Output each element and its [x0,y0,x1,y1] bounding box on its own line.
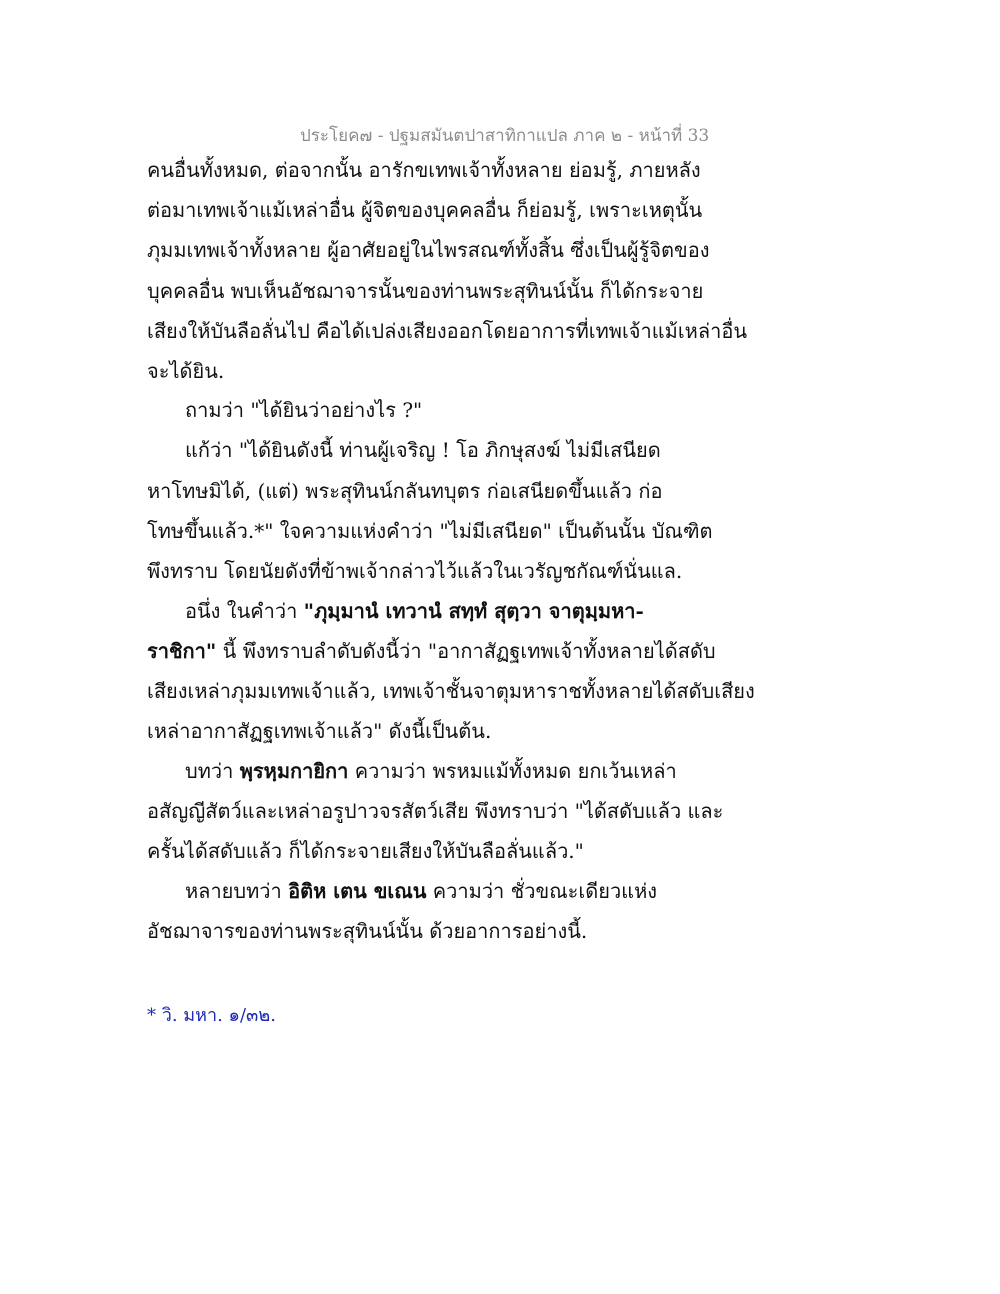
body-line: ครั้นได้สดับแล้ว ก็ได้กระจายเสียงให้บันลือลั่นแล้ว." [147,839,584,863]
body-line: อัชฌาจารของท่านพระสุทินน์นั้น ด้วยอาการอย่างนี้. [147,919,588,943]
text-run: ความว่า ชั่วขณะเดียวแห่ง [426,879,658,903]
body-line [185,881,657,901]
body-line: เสียงให้บันลือลั่นไป คือได้เปล่งเสียงออกโดยอาการที่เทพเจ้าแม้เหล่าอื่น [147,319,748,343]
text-run: หลายบทว่า [185,879,289,903]
body-line: แก้ว่า "ได้ยินดังนี้ ท่านผู้เจริญ ! โอ ภิกษุสงฆ์ ไม่มีเสนียด [185,438,661,462]
text-run: บทว่า [185,759,240,783]
body-line [185,761,677,781]
body-line: ถามว่า "ได้ยินว่าอย่างไร ?" [185,398,423,422]
body-line: พึงทราบ โดยนัยดังที่ข้าพเจ้ากล่าวไว้แล้วในเวรัญชกัณฑ์นั่นแล. [147,559,683,583]
body-line: บุคคลอื่น พบเห็นอัชฌาจารนั้นของท่านพระสุทินน์นั้น ก็ได้กระจาย [147,279,704,303]
body-line [147,641,716,661]
pali-term: พฺรหฺมกายิกา [239,759,349,783]
body-line [185,601,644,621]
body-line: โทษขึ้นแล้ว.*" ใจความแห่งคำว่า "ไม่มีเสนียด" เป็นต้นนั้น บัณฑิต [147,519,713,543]
body-line: จะได้ยิน. [147,359,225,383]
pali-term: ราชิกา" [147,639,217,663]
footnote: * วิ. มหา. ๑/๓๒. [147,1005,276,1026]
pali-term: "ภุมฺมานํ เทวานํ สทฺทํ สุตฺวา จาตุมฺมหา- [303,599,644,623]
text-run: นี้ พึงทราบลำดับดังนี้ว่า "อากาสัฏฐเทพเจ้าทั้งหลายได้สดับ [216,639,716,663]
pali-term: อิติห เตน ขเณน [288,879,427,903]
body-line: หาโทษมิได้, (แต่) พระสุทินน์กลันทบุตร ก่อเสนียดขึ้นแล้ว ก่อ [147,479,663,503]
body-line: คนอื่นทั้งหมด, ต่อจากนั้น อารักขเทพเจ้าทั้งหลาย ย่อมรู้, ภายหลัง [147,158,701,182]
body-line: ต่อมาเทพเจ้าแม้เหล่าอื่น ผู้จิตของบุคคลอื่น ก็ย่อมรู้, เพราะเหตุนั้น [147,198,703,222]
body-line: เสียงเหล่าภุมมเทพเจ้าแล้ว, เทพเจ้าชั้นจาตุมหาราชทั้งหลายได้สดับเสียง [147,679,755,703]
running-header: ประโยค๗ - ปฐมสมันตปาสาทิกาแปล ภาค ๒ - หน้าที่ 33 [300,126,710,146]
text-run: อนึ่ง ในคำว่า [185,599,304,623]
text-run: ความว่า พรหมแม้ทั้งหมด ยกเว้นเหล่า [348,759,677,783]
body-line: เหล่าอากาสัฏฐเทพเจ้าแล้ว" ดังนี้เป็นต้น. [147,719,492,743]
body-line: ภุมมเทพเจ้าทั้งหลาย ผู้อาศัยอยู่ในไพรสณฑ์ทั้งสิ้น ซึ่งเป็นผู้รู้จิตของ [147,238,710,262]
body-line: อสัญญีสัตว์และเหล่าอรูปาวจรสัตว์เสีย พึงทราบว่า "ได้สดับแล้ว และ [147,799,724,823]
